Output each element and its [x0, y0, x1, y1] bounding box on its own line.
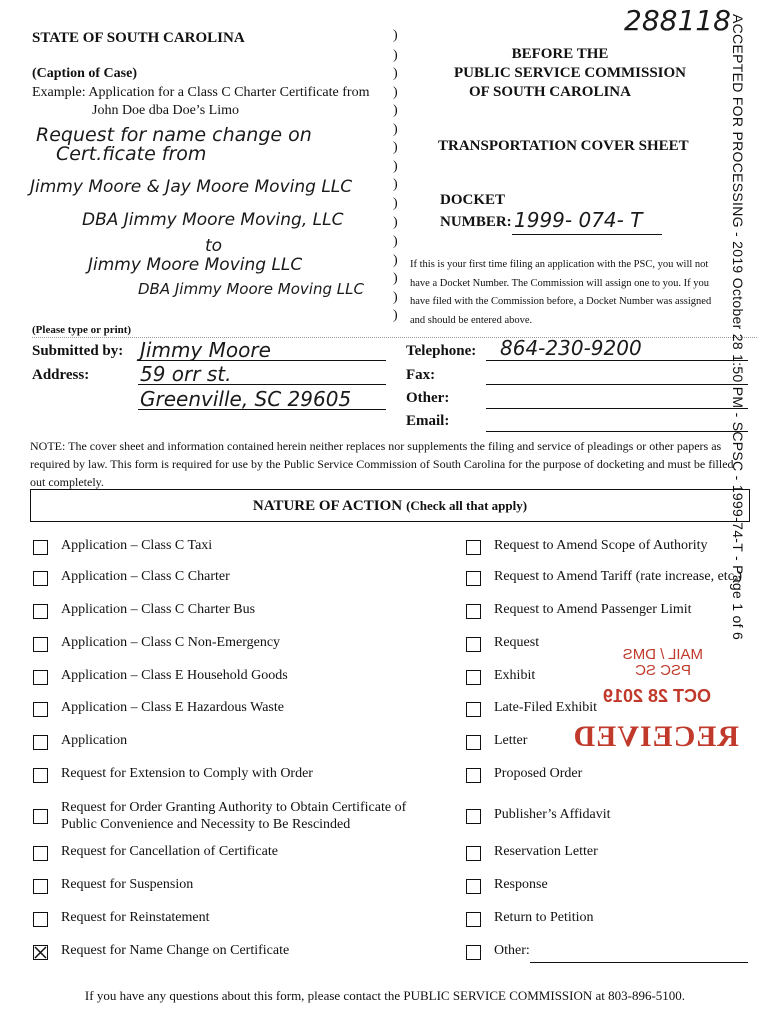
docket-number-value: 1999- 074- T — [514, 208, 643, 232]
docket-note-line1: If this is your first time filing an application with the PSC, you will not — [410, 259, 709, 270]
right-item-label: Exhibit — [494, 668, 536, 683]
stamp-received: RECEIVED — [572, 720, 739, 753]
fax-underline — [486, 384, 748, 385]
checkmark-icon — [34, 946, 47, 959]
right-item-label: Response — [494, 877, 548, 892]
left-item-label: Request for Extension to Comply with Order — [61, 766, 313, 781]
left-item-checkbox[interactable] — [33, 571, 48, 586]
sheet-title: TRANSPORTATION COVER SHEET — [438, 138, 689, 154]
right-item-checkbox[interactable] — [466, 768, 481, 783]
right-item-checkbox[interactable] — [466, 604, 481, 619]
state-heading: STATE OF SOUTH CAROLINA — [32, 30, 245, 46]
right-item-label: Late-Filed Exhibit — [494, 700, 598, 715]
docket-label: DOCKET — [440, 192, 506, 208]
telephone-value: 864-230-9200 — [500, 336, 642, 360]
right-item-label: Publisher’s Affidavit — [494, 807, 611, 822]
right-item-checkbox[interactable] — [466, 702, 481, 717]
accepted-processing-stamp: ACCEPTED FOR PROCESSING - 2019 October 28 1:50 PM - SCPSC - 1999-74-T - Page 1 of 6 — [730, 14, 746, 641]
docket-note — [410, 256, 740, 330]
left-item-checkbox[interactable] — [33, 604, 48, 619]
address-label: Address: — [32, 367, 90, 383]
other-action-underline — [530, 962, 748, 963]
left-item-label: Request for Cancellation of Certificate — [61, 844, 278, 859]
left-item-label: Application – Class C Non-Emergency — [61, 635, 281, 650]
caption-handwriting-5: to — [205, 236, 223, 256]
submitted-by-underline — [138, 360, 386, 361]
docket-note-line4: and should be entered above. — [410, 314, 533, 326]
before-the-line3: OF SOUTH CAROLINA — [469, 84, 631, 100]
handwritten-file-number: 288118 — [624, 4, 731, 37]
other-underline — [486, 408, 748, 409]
right-item-label: Reservation Letter — [494, 844, 598, 859]
submitted-by-label: Submitted by: — [32, 343, 124, 359]
left-item-checkbox[interactable] — [33, 540, 48, 555]
left-item-checkbox[interactable] — [33, 768, 48, 783]
right-item-checkbox[interactable] — [466, 879, 481, 894]
docket-number-label: NUMBER: — [440, 214, 512, 230]
right-item-label: Letter — [494, 733, 528, 748]
left-item-label: Request for Name Change on Certificate — [61, 943, 290, 958]
caption-example-line2: John Doe dba Doe’s Limo — [92, 103, 239, 118]
nature-of-action-box — [30, 489, 750, 522]
caption-handwriting-2: Cert.ficate from — [56, 143, 207, 165]
left-item-label: Application – Class C Charter Bus — [61, 602, 256, 617]
right-item-checkbox[interactable] — [466, 637, 481, 652]
address-line2-underline — [138, 409, 386, 410]
right-item-label: Request to Amend Scope of Authority — [494, 538, 708, 553]
caption-handwriting-3: Jimmy Moore & Jay Moore Moving LLC — [30, 177, 353, 197]
right-item-checkbox[interactable] — [466, 912, 481, 927]
left-item-label: Request for Reinstatement — [61, 910, 210, 925]
left-item-checkbox[interactable] — [33, 670, 48, 685]
caption-heading: (Caption of Case) — [32, 66, 137, 81]
right-item-checkbox[interactable] — [466, 540, 481, 555]
footer-contact: If you have any questions about this form, please contact the PUBLIC SERVICE COMMISSION at 803-896-5100. — [84, 988, 686, 1003]
email-label: Email: — [406, 413, 450, 429]
right-item-checkbox[interactable] — [466, 846, 481, 861]
right-item-label: Request to Amend Passenger Limit — [494, 602, 692, 617]
submitted-by-value: Jimmy Moore — [140, 338, 271, 362]
left-item-label: Application – Class E Household Goods — [61, 668, 288, 683]
caption-handwriting-6: Jimmy Moore Moving LLC — [88, 255, 303, 275]
right-item-label: Request to Amend Tariff (rate increase, etc.) — [494, 569, 743, 584]
left-item-label: Application – Class C Charter — [61, 569, 230, 584]
caption-handwriting-4: DBA Jimmy Moore Moving, LLC — [82, 210, 344, 230]
caption-example-line1: Example: Application for a Class C Charter Certificate from — [32, 85, 370, 100]
other-label: Other: — [406, 390, 450, 406]
right-item-checkbox[interactable] — [466, 809, 481, 824]
stamp-psc-sc: PSC SC — [635, 662, 691, 679]
left-item-checkbox[interactable] — [33, 735, 48, 750]
left-item-checkbox[interactable] — [33, 809, 48, 824]
nature-of-action-title: NATURE OF ACTION — [252, 498, 403, 514]
before-the-line2: PUBLIC SERVICE COMMISSION — [453, 65, 686, 81]
legal-note: NOTE: The cover sheet and information contained herein neither replaces nor supplements the filing and service of pleadings or other papers as required by law. This form is required for use by the Public Service Commission of South Carolina for the purpose of docketing and must be filled out completely. — [30, 439, 734, 489]
left-item-label-line2: Public Convenience and Necessity to Be Rescinded — [61, 817, 351, 832]
left-item-label — [61, 799, 406, 833]
nature-of-action-subtitle: (Check all that apply) — [406, 498, 528, 513]
left-item-checkbox[interactable] — [33, 846, 48, 861]
left-item-label: Application — [61, 733, 128, 748]
telephone-underline — [486, 360, 748, 361]
left-item-checkbox[interactable] — [33, 945, 48, 960]
email-underline — [486, 431, 748, 432]
right-item-checkbox[interactable] — [466, 735, 481, 750]
address-line1-value: 59 orr st. — [140, 362, 232, 386]
right-item-label: Proposed Order — [494, 766, 583, 781]
right-item-label: Request — [494, 635, 540, 650]
docket-note-line3: have filed with the Commission before, a Docket Number was assigned — [410, 296, 712, 307]
right-item-label: Other: — [494, 943, 530, 958]
telephone-label: Telephone: — [406, 343, 477, 359]
docket-number-underline — [512, 234, 662, 235]
left-item-checkbox[interactable] — [33, 912, 48, 927]
address-line1-underline — [138, 384, 386, 385]
right-item-checkbox[interactable] — [466, 670, 481, 685]
left-item-checkbox[interactable] — [33, 879, 48, 894]
left-item-label-line1: Request for Order Granting Authority to Obtain Certificate of — [61, 800, 407, 815]
before-the-line1: BEFORE THE — [511, 46, 609, 62]
docket-note-line2: have a Docket Number. The Commission will assign one to you. If you — [410, 277, 710, 289]
caption-handwriting-7: DBA Jimmy Moore Moving LLC — [138, 280, 364, 298]
right-item-checkbox[interactable] — [466, 571, 481, 586]
left-item-checkbox[interactable] — [33, 702, 48, 717]
left-item-label: Request for Suspension — [61, 877, 194, 892]
left-item-label: Application – Class E Hazardous Waste — [61, 700, 284, 715]
stamp-date: OCT 28 2019 — [602, 686, 711, 706]
right-item-checkbox[interactable] — [466, 945, 481, 960]
caption-handwriting-1: Request for name change on — [36, 124, 312, 146]
received-stamp — [568, 640, 743, 755]
fax-label: Fax: — [406, 367, 436, 383]
left-item-checkbox[interactable] — [33, 637, 48, 652]
stamp-mail-dms: MAIL / DMS — [622, 646, 703, 663]
right-item-label: Return to Petition — [494, 910, 594, 925]
print-note: (Please type or print) — [32, 324, 132, 336]
address-line2-value: Greenville, SC 29605 — [140, 387, 352, 411]
left-item-label: Application – Class C Taxi — [61, 538, 213, 553]
